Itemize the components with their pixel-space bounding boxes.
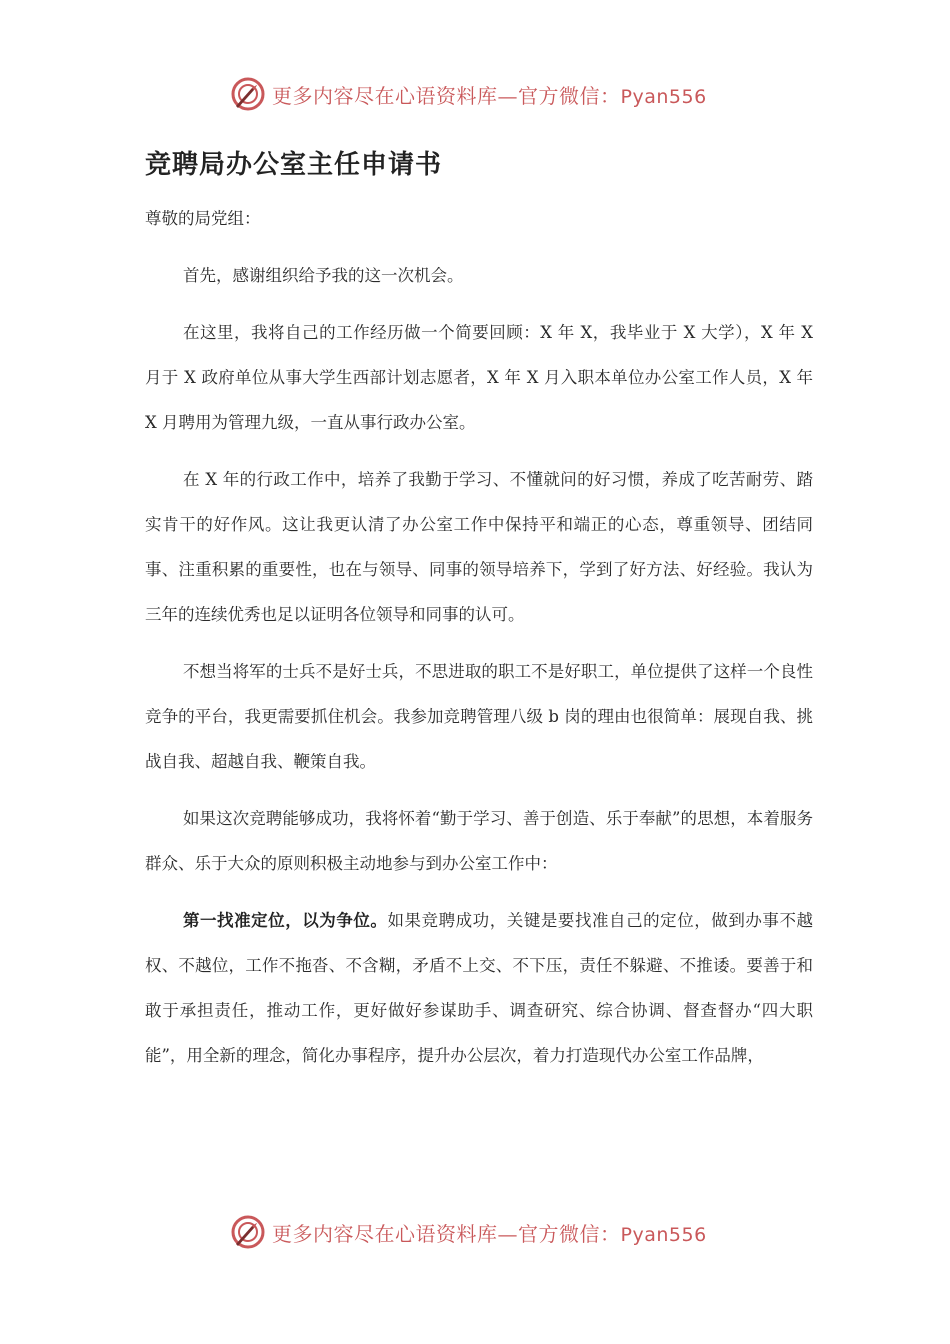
paragraph: 在 X 年的行政工作中，培养了我勤于学习、不懂就问的好习惯，养成了吃苦耐劳、踏实肯干的好作风。这让我更认清了办公室工作中保持平和端正的心态，尊重领导、团结同事、注重积累的重要性，也在与领导、同事的领导培养下，学到了好方法、好经验。我认为三年的连续优秀也足以证明各位领导和同事的认可。 <box>145 470 813 624</box>
pen-logo-icon <box>230 76 266 112</box>
wechat-id: Pyan556 <box>620 1223 707 1246</box>
point-one-text: 如果竞聘成功，关键是要找准自己的定位，做到办事不越权、不越位，工作不拖沓、不含糊，矛盾不上交、不下压，责任不躲避、不推诿。要善于和敢于承担责任，推动工作，更好做好参谋助手、调查研究、综合协调、督查督办“四大职能”，用全新的理念，简化办事程序，提升办公层次，着力打造现代办公室工作品牌， <box>145 911 814 1065</box>
paragraph: 如果这次竞聘能够成功，我将怀着“勤于学习、善于创造、乐于奉献”的思想，本着服务群众、乐于大众的原则积极主动地参与到办公室工作中： <box>145 809 813 873</box>
document-title: 竞聘局办公室主任申请书 <box>145 150 443 180</box>
document-body <box>145 196 813 1090</box>
banner-label: 更多内容尽在心语资料库—官方微信： <box>272 83 621 108</box>
paragraph: 不想当将军的士兵不是好士兵，不思进取的职工不是好职工，单位提供了这样一个良性竞争的平台，我更需要抓住机会。我参加竞聘管理八级 b 岗的理由也很简单：展现自我、挑战自我、超越自我、鞭策自我。 <box>145 662 813 771</box>
header-banner <box>230 72 750 116</box>
wechat-id: Pyan556 <box>620 85 707 108</box>
banner-text <box>272 80 707 109</box>
salutation: 尊敬的局党组： <box>145 209 261 228</box>
footer-banner <box>230 1210 750 1254</box>
banner-label: 更多内容尽在心语资料库—官方微信： <box>272 1221 621 1246</box>
pen-logo-icon <box>230 1214 266 1250</box>
point-one-heading: 第一找准定位，以为争位。 <box>182 911 388 930</box>
paragraph: 首先，感谢组织给予我的这一次机会。 <box>182 266 464 285</box>
point-one-paragraph <box>145 898 813 1078</box>
banner-text <box>272 1218 707 1247</box>
paragraph: 在这里，我将自己的工作经历做一个简要回顾：X 年 X，我毕业于 X 大学），X 年 X 月于 X 政府单位从事大学生西部计划志愿者，X 年 X 月入职本单位办公室工作人员，X 年 X 月聘用为管理九级，一直从事行政办公室。 <box>145 323 813 432</box>
